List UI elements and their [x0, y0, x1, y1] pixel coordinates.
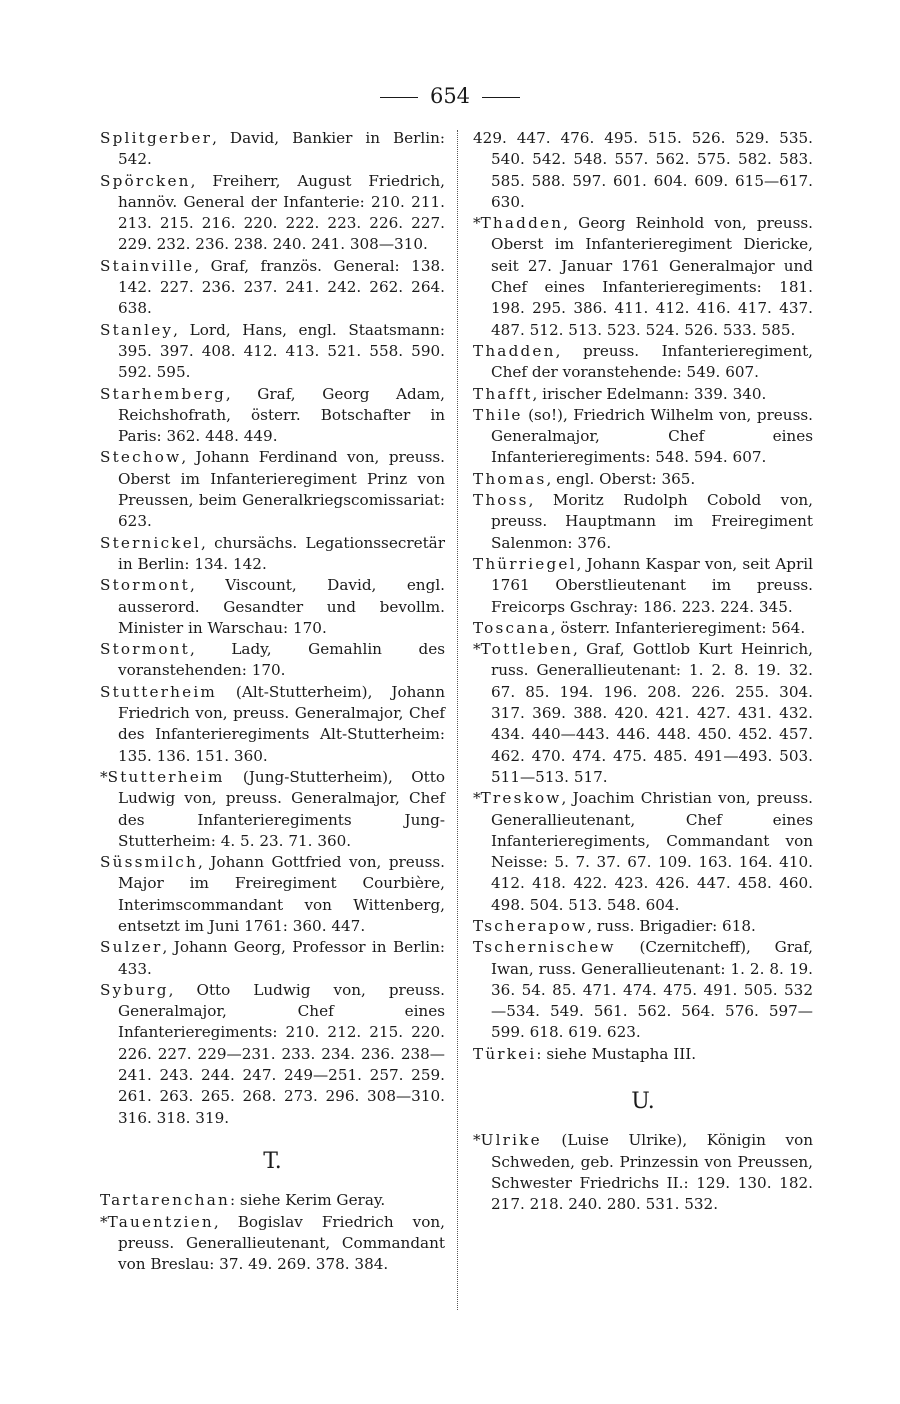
entry-star: *: [100, 1212, 108, 1231]
entry-name: Stormont: [100, 576, 190, 595]
index-entry: [473, 405, 813, 469]
entry-name: Stutterheim: [107, 767, 225, 786]
entry-text: , Johann Ferdinand von, preuss. Oberst im Infanterieregiment Prinz von Preussen, beim Generalkriegscomissariat: 623.: [118, 448, 445, 531]
entry-name: Toscana: [473, 618, 551, 637]
right-entries-t: [473, 128, 813, 1065]
entry-name: Ulrike: [480, 1131, 542, 1150]
entry-text: , irischer Edelmann: 339. 340.: [532, 384, 767, 403]
entry-name: Thadden: [473, 341, 556, 360]
entry-text: , Bogislav Friedrich von, preuss. Generallieutenant, Commandant von Breslau: 37. 49. 269. 378. 384.: [118, 1212, 445, 1274]
index-entry: [100, 937, 445, 980]
index-entry: [473, 618, 813, 639]
entry-text: : siehe Mustapha III.: [536, 1044, 697, 1063]
index-entry: [100, 447, 445, 532]
entry-text: , preuss. Infanterieregiment, Chef der voranstehende: 549. 607.: [491, 341, 813, 382]
entry-text: , Johann Georg, Professor in Berlin: 433.: [118, 938, 445, 978]
entry-name: Stechow: [100, 448, 182, 467]
index-entry: [100, 575, 445, 639]
index-entry: [473, 639, 813, 788]
section-heading-u: U.: [631, 1089, 655, 1115]
entry-text: , russ. Brigadier: 618.: [587, 916, 756, 935]
entry-name: Starhemberg: [100, 384, 226, 403]
index-entry: [473, 788, 813, 916]
entry-text: , Lord, Hans, engl. Staatsmann: 395. 397. 408. 412. 413. 521. 558. 590. 592. 595.: [118, 320, 445, 382]
index-entry: [100, 533, 445, 576]
index-entry: [473, 490, 813, 554]
entry-name: Tauentzien: [107, 1212, 214, 1231]
header-rule-left: [380, 97, 418, 98]
entry-text: , Otto Ludwig von, preuss. Generalmajor, Chef eines Infanterieregiments: 210. 212. 215. 220. 226. 227. 229—231. 233. 234. 236. 238—241. 243. 244. 247. 249—251. 257. 259. 261. 263. 265. 268. 273. 296. 308—310. 316. 318. 319.: [118, 980, 445, 1127]
index-entry: [100, 852, 445, 937]
entry-text: 429. 447. 476. 495. 515. 526. 529. 535. 540. 542. 548. 557. 562. 575. 582. 583. 585. 588. 597. 601. 604. 609. 615—617. 630.: [473, 129, 813, 211]
entry-text: (Luise Ulrike), Königin von Schweden, geb. Prinzessin von Preussen, Schwester Friedrichs II.: 129. 130. 182. 217. 218. 240. 280. 531. 532.: [491, 1131, 813, 1214]
entry-text: , Graf, Gottlob Kurt Heinrich, russ. Generallieutenant: 1. 2. 8. 19. 32. 67. 85. 194. 196. 208. 226. 255. 304. 317. 369. 388. 420. 421. 427. 431. 432. 434. 440—443. 446. 448. 450. 452. 457. 462. 470. 474. 475. 485. 491—493. 503. 511—513. 517.: [491, 640, 813, 786]
entry-name: Thürriegel: [473, 554, 577, 573]
entry-name: Stormont: [100, 640, 190, 659]
entry-name: Tschernischew: [473, 938, 616, 957]
index-entry: [100, 171, 445, 256]
entry-text: (so!), Friedrich Wilhelm von, preuss. Generalmajor, Chef eines Infanterieregiments: 548. 594. 607.: [491, 405, 813, 467]
entry-name: Tscherapow: [473, 916, 588, 935]
entry-text: , Lady, Gemahlin des voranstehenden: 170.: [118, 640, 445, 680]
index-entry: [100, 1212, 445, 1276]
entry-name: Sternickel: [100, 533, 201, 552]
entry-text: , chursächs. Legationssecretär in Berlin: 134. 142.: [118, 533, 445, 573]
index-entry: [100, 128, 445, 171]
entry-name: Thafft: [473, 384, 533, 403]
entry-name: Spörcken: [100, 171, 191, 190]
index-entry: [100, 256, 445, 320]
index-entry: [473, 1130, 813, 1215]
entry-text: , Joachim Christian von, preuss. Generallieutenant, Chef eines Infanterieregiments, Commandant von Neisse: 5. 7. 37. 67. 109. 163. 164. 410. 412. 418. 422. 423. 426. 447. 458. 460. 498. 504. 513. 548. 604.: [491, 789, 813, 914]
entry-text: , österr. Infanterieregiment: 564.: [550, 618, 806, 637]
entry-name: Thomas: [473, 469, 547, 488]
index-entry: [473, 554, 813, 618]
entry-text: (Czernitcheff), Graf, Iwan, russ. Generallieutenant: 1. 2. 8. 19. 36. 54. 85. 471. 474. 475. 491. 505. 532—534. 549. 561. 562. 564. 576. 597—599. 618. 619. 623.: [491, 938, 813, 1042]
entry-text: , Georg Reinhold von, preuss. Oberst im Infanterieregiment Diericke, seit 27. Januar 1761 Generalmajor und Chef eines Infanterieregiments: 181. 198. 295. 386. 411. 412. 416. 417. 437. 487. 512. 513. 523. 524. 526. 533. 585.: [491, 214, 813, 339]
entry-text: , David, Bankier in Berlin: 542.: [118, 129, 445, 169]
entry-text: (Jung-Stutterheim), Otto Ludwig von, preuss. Generalmajor, Chef des Infanterieregiments Jung-Stutterheim: 4. 5. 23. 71. 360.: [118, 767, 445, 850]
index-entry: [473, 937, 813, 1043]
index-entry: [100, 639, 445, 682]
entry-name: Syburg: [100, 980, 169, 999]
entry-name: Türkei: [473, 1044, 537, 1063]
entry-name: Thoss: [473, 491, 529, 510]
header-rule-right: [482, 97, 520, 98]
index-entry: [100, 384, 445, 448]
entry-text: , Freiherr, August Friedrich, hannöv. General der Infanterie: 210. 211. 213. 215. 216. 220. 222. 223. 226. 227. 229. 232. 236. 238. 240. 241. 308—310.: [118, 171, 445, 254]
entry-name: Stainville: [100, 256, 195, 275]
entry-star: *: [473, 214, 481, 233]
index-entry: [100, 1190, 445, 1211]
index-entry: [473, 341, 813, 384]
entry-name: Tartarenchan: [100, 1191, 230, 1210]
entry-name: Thile: [473, 405, 523, 424]
entry-text: , Moritz Rudolph Cobold von, preuss. Hauptmann im Freiregiment Salenmon: 376.: [491, 491, 813, 552]
index-entry: [473, 213, 813, 341]
column-divider: [457, 130, 458, 1310]
entry-text: , Johann Gottfried von, preuss. Major im Freiregiment Courbière, Interimscommandant von Wittenberg, entsetzt im Juni 1761: 360. 447.: [118, 853, 445, 935]
page-number: 654: [429, 84, 471, 108]
index-entry: [100, 320, 445, 384]
entry-text: (Alt-Stutterheim), Johann Friedrich von, preuss. Generalmajor, Chef des Infanterieregiments Alt-Stutterheim: 135. 136. 151. 360.: [118, 682, 445, 765]
right-column: [473, 128, 813, 1216]
entry-text: , Graf, Georg Adam, Reichshofrath, österr. Botschafter in Paris: 362. 448. 449.: [118, 384, 445, 446]
page-header: [0, 84, 900, 108]
entry-text: , engl. Oberst: 365.: [546, 469, 696, 488]
entry-text: : siehe Kerim Geray.: [229, 1191, 386, 1210]
left-entries-s: [100, 128, 445, 1129]
entry-name: Stutterheim: [100, 682, 217, 701]
entry-star: *: [473, 789, 481, 808]
entry-name: Süssmilch: [100, 853, 198, 872]
entry-text: , Graf, französ. General: 138. 142. 227. 236. 237. 241. 242. 262. 264. 638.: [118, 256, 445, 318]
left-entries-t: [100, 1190, 445, 1275]
index-entry: [100, 980, 445, 1129]
entry-name: Splitgerber: [100, 129, 213, 147]
right-entries-u: [473, 1130, 813, 1215]
entry-star: *: [100, 767, 108, 786]
index-entry: [100, 682, 445, 767]
index-entry: [473, 469, 813, 490]
entry-name: Stanley: [100, 320, 174, 339]
index-entry: [473, 128, 813, 213]
index-entry: [473, 916, 813, 937]
entry-text: , Johann Kaspar von, seit April 1761 Oberstlieutenant im preuss. Freicorps Gschray: 186. 223. 224. 345.: [491, 554, 813, 616]
entry-name: Treskow: [480, 789, 562, 808]
index-entry: [100, 767, 445, 852]
entry-star: *: [473, 1131, 481, 1150]
section-heading-t: T.: [263, 1148, 282, 1174]
index-entry: [473, 1044, 813, 1065]
left-column: [100, 128, 445, 1275]
entry-name: Thadden: [480, 214, 564, 233]
entry-text: , Viscount, David, engl. ausserord. Gesandter und bevollm. Minister in Warschau: 170.: [118, 576, 445, 637]
entry-name: Sulzer: [100, 938, 163, 957]
entry-star: *: [473, 640, 481, 659]
entry-name: Tottleben: [480, 640, 574, 659]
index-entry: [473, 384, 813, 405]
